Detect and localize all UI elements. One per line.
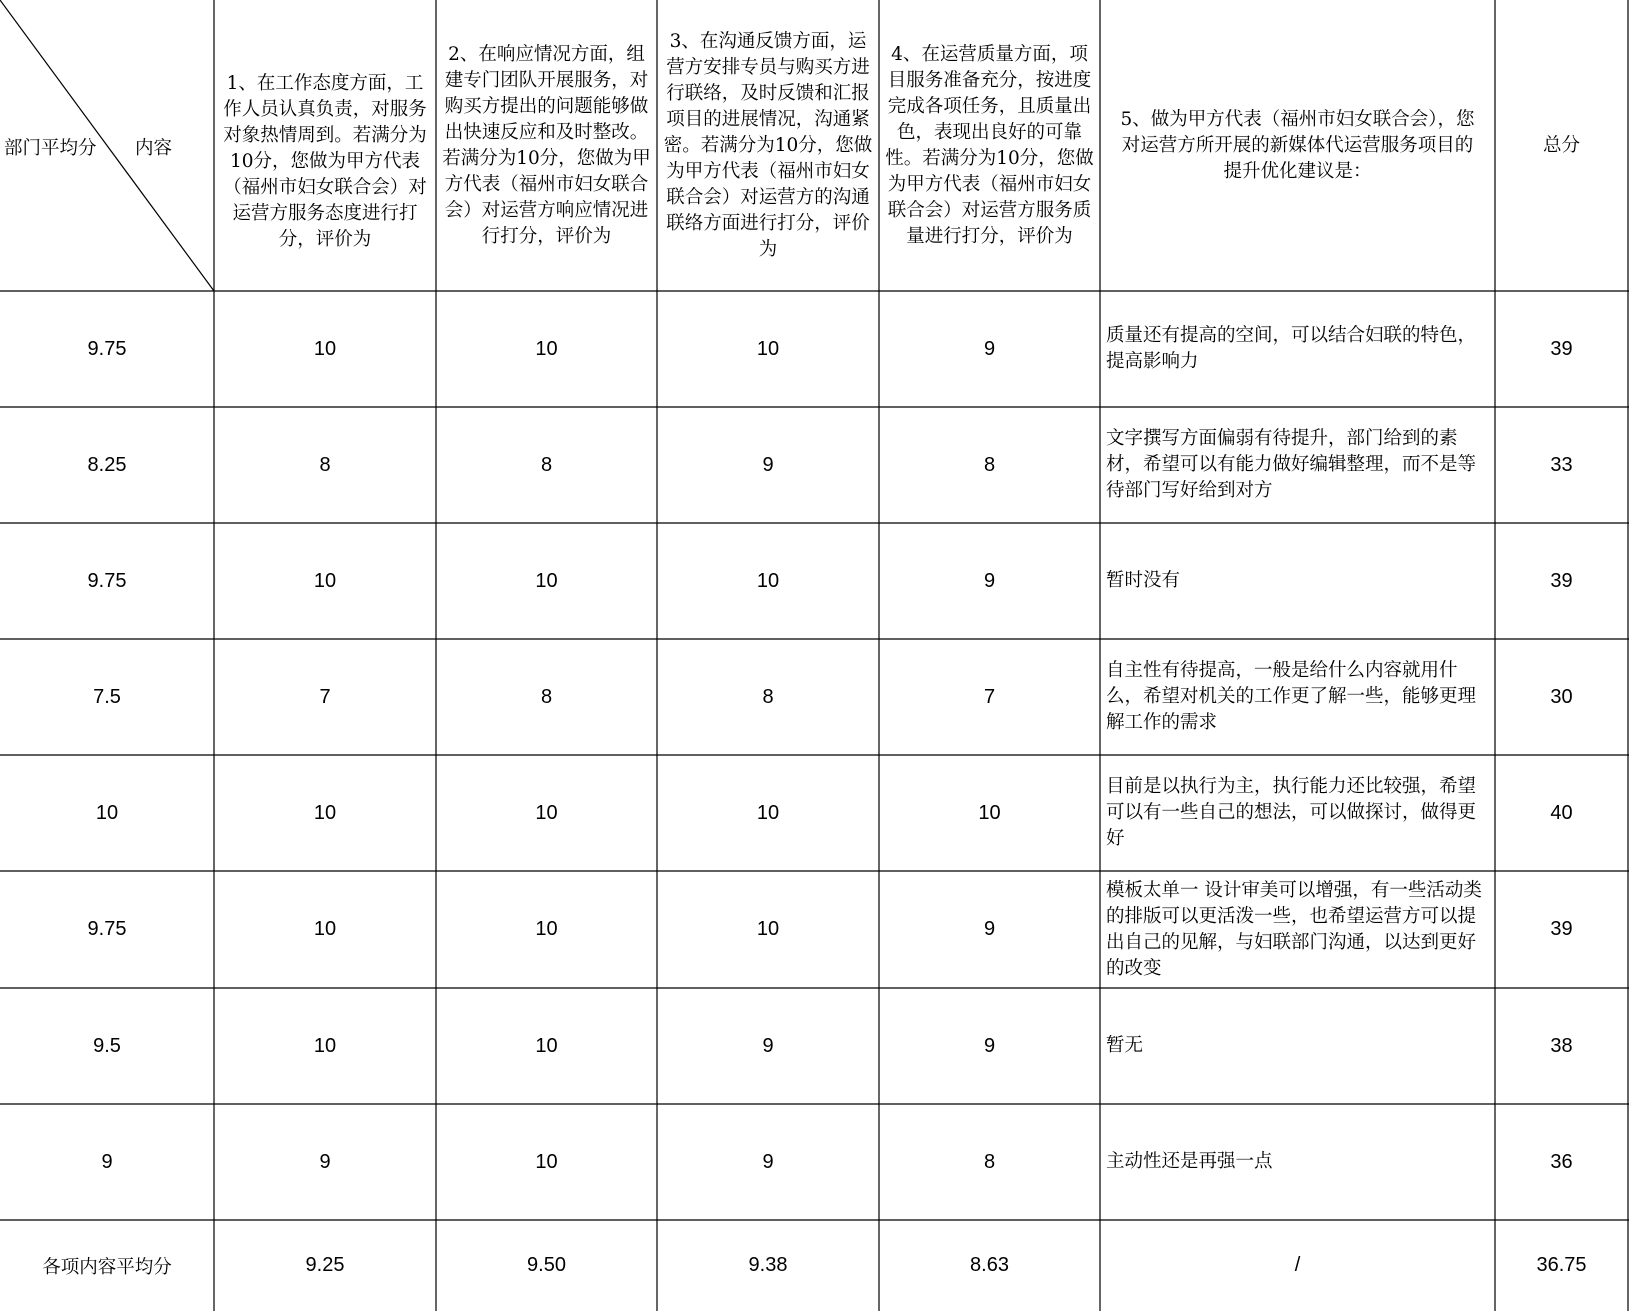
row-7-suggestion: 暂无 xyxy=(1106,1035,1144,1056)
row-5-suggestion: 目前是以执行为主，执行能力还比较强，希望可以有一些自己的想法，可以做探讨，做得更好 xyxy=(1106,776,1477,849)
row-5-q2: 10 xyxy=(535,801,558,824)
row-8-q4: 8 xyxy=(983,1150,996,1173)
row-1-total: 39 xyxy=(1550,337,1573,360)
row-7-avg: 9.5 xyxy=(93,1034,121,1057)
row-3-q1: 10 xyxy=(313,569,337,592)
row-5-q1: 10 xyxy=(313,801,337,824)
row-5-q4: 10 xyxy=(978,801,1001,824)
row-8-q2: 10 xyxy=(535,1150,558,1173)
row-4-q1: 7 xyxy=(319,685,331,708)
footer-q5: / xyxy=(1294,1254,1301,1276)
row-2-suggestion: 文字撰写方面偏弱有待提升，部门给到的素材，希望可以有能力做好编辑整理，而不是等待部门写好给到对方 xyxy=(1106,428,1477,501)
row-6-avg: 9.75 xyxy=(87,918,127,940)
row-7-q2: 10 xyxy=(535,1034,558,1057)
header-q5: 5、做为甲方代表（福州市妇女联合会），您对运营方所开展的新媒体代运营服务项目的提升优化建议是： xyxy=(1120,108,1475,182)
row-4-q4: 7 xyxy=(983,685,996,708)
row-6-q2: 10 xyxy=(535,918,558,940)
row-1-q3: 10 xyxy=(756,337,780,360)
footer-total: 36.75 xyxy=(1536,1254,1587,1276)
footer-avg-q4: 8.63 xyxy=(970,1254,1009,1276)
corner-label-dept-avg: 部门平均分 xyxy=(4,138,97,159)
row-6-total: 39 xyxy=(1550,918,1573,940)
row-6-q1: 10 xyxy=(313,918,337,940)
row-4-q3: 8 xyxy=(762,685,774,708)
row-2-total: 33 xyxy=(1550,453,1573,476)
corner-label-content: 内容 xyxy=(135,138,173,159)
row-7-q4: 9 xyxy=(983,1034,996,1057)
row-1-q4: 9 xyxy=(983,337,996,360)
header-total: 总分 xyxy=(1542,134,1580,156)
row-8-total: 36 xyxy=(1550,1150,1573,1173)
row-5-total: 40 xyxy=(1550,801,1573,824)
row-4-avg: 7.5 xyxy=(93,685,121,708)
row-7-total: 38 xyxy=(1550,1034,1573,1057)
footer-avg-q1: 9.25 xyxy=(305,1254,345,1276)
row-8-q1: 9 xyxy=(319,1150,331,1173)
row-3-q3: 10 xyxy=(756,569,780,592)
row-3-suggestion: 暂时没有 xyxy=(1106,570,1181,591)
row-5-avg: 10 xyxy=(95,801,119,824)
row-3-q4: 9 xyxy=(983,569,996,592)
row-2-q1: 8 xyxy=(319,453,331,476)
row-6-q3: 10 xyxy=(756,918,780,940)
row-2-avg: 8.25 xyxy=(87,453,127,476)
row-2-q4: 8 xyxy=(983,453,996,476)
row-4-q2: 8 xyxy=(540,685,553,708)
row-6-q4: 9 xyxy=(983,918,996,940)
row-3-avg: 9.75 xyxy=(87,569,127,592)
row-5-q3: 10 xyxy=(756,801,780,824)
footer-avg-q3: 9.38 xyxy=(748,1254,788,1276)
row-1-q1: 10 xyxy=(313,337,337,360)
row-2-q2: 8 xyxy=(540,453,553,476)
row-1-suggestion: 质量还有提高的空间，可以结合妇联的特色， 提高影响力 xyxy=(1106,325,1477,372)
header-q4: 4、在运营质量方面，项目服务准备充分，按进度完成各项任务，且质量出色，表现出良好的可靠性。若满分为10分，您做为甲方代表（福州市妇女联合会）对运营方服务质量进行打分，评价为 xyxy=(885,43,1094,247)
row-1-avg: 9.75 xyxy=(87,337,127,360)
header-q1: 1、在工作态度方面，工作人员认真负责，对服务对象热情周到。若满分为10分，您做为甲方代表（福州市妇女联合会）对运营方服务态度进行打分，评价为 xyxy=(223,72,427,250)
row-8-avg: 9 xyxy=(101,1150,113,1173)
row-6-suggestion: 模板太单一 设计审美可以增强，有一些活动类的排版可以更活泼一些，也希望运营方可以提出自己的见解，与妇联部门沟通，以达到更好的改变 xyxy=(1106,879,1482,979)
row-7-q3: 9 xyxy=(762,1034,774,1057)
row-4-total: 30 xyxy=(1550,685,1573,708)
row-3-q2: 10 xyxy=(535,569,558,592)
row-3-total: 39 xyxy=(1550,569,1573,592)
row-4-suggestion: 自主性有待提高，一般是给什么内容就用什么，希望对机关的工作更了解一些，能够更理解工作的需求 xyxy=(1106,660,1477,733)
header-q3: 3、在沟通反馈方面，运营方安排专员与购买方进行联络，及时反馈和汇报项目的进展情况，沟通紧密。若满分为10分，您做为甲方代表（福州市妇女联合会）对运营方的沟通联络方面进行打分，评价为 xyxy=(663,30,873,260)
footer-label: 各项内容平均分 xyxy=(42,1256,172,1278)
row-7-q1: 10 xyxy=(313,1034,337,1057)
row-8-q3: 9 xyxy=(762,1150,774,1173)
row-8-suggestion: 主动性还是再强一点 xyxy=(1106,1151,1273,1172)
footer-avg-q2: 9.50 xyxy=(527,1254,566,1276)
row-2-q3: 9 xyxy=(762,453,774,476)
row-1-q2: 10 xyxy=(535,337,558,360)
header-q2: 2、在响应情况方面，组建专门团队开展服务，对购买方提出的问题能够做出快速反应和及时整改。若满分为10分，您做为甲方代表（福州市妇女联合会）对运营方响应情况进行打分，评价为 xyxy=(442,43,651,247)
